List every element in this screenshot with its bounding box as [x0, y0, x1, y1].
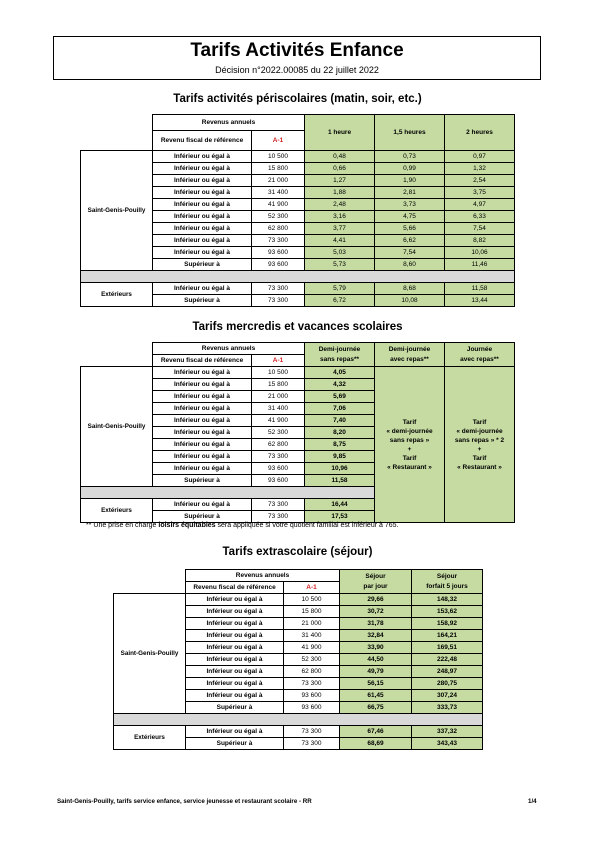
- price-cell: 10,96: [305, 463, 375, 475]
- price-cell: 16,44: [305, 499, 375, 511]
- table-row: [114, 714, 483, 726]
- saint-genis-label: Saint-Genis-Pouilly: [81, 367, 153, 487]
- revenus-annuels-header: Revenus annuels: [153, 115, 305, 131]
- income-label: Inférieur ou égal à: [153, 223, 252, 235]
- income-amount: 93 600: [252, 463, 305, 475]
- price-cell: 10,08: [375, 295, 445, 307]
- year-header: A-1: [252, 355, 305, 367]
- price-cell: 337,32: [412, 726, 483, 738]
- price-cell: 11,58: [305, 475, 375, 487]
- income-label: Inférieur ou égal à: [153, 415, 252, 427]
- mercredi-body: [81, 343, 515, 523]
- income-amount: 21 000: [252, 175, 305, 187]
- income-amount: 62 800: [252, 223, 305, 235]
- price-cell: 6,33: [445, 211, 515, 223]
- income-amount: 41 900: [252, 199, 305, 211]
- price-cell: 307,24: [412, 690, 483, 702]
- income-amount: 93 600: [284, 702, 340, 714]
- duration-header: 1,5 heures: [375, 115, 445, 151]
- price-cell: 1,32: [445, 163, 515, 175]
- price-cell: 7,40: [305, 415, 375, 427]
- income-label: Inférieur ou égal à: [153, 211, 252, 223]
- price-cell: 8,75: [305, 439, 375, 451]
- price-cell: 3,16: [305, 211, 375, 223]
- exterieurs-label: Extérieurs: [81, 499, 153, 523]
- income-label: Inférieur ou égal à: [186, 618, 284, 630]
- price-cell: 11,58: [445, 283, 515, 295]
- revenus-annuels-header: Revenus annuels: [153, 343, 305, 355]
- income-label: Inférieur ou égal à: [153, 367, 252, 379]
- income-amount: 52 300: [252, 211, 305, 223]
- income-label: Inférieur ou égal à: [186, 726, 284, 738]
- price-cell: 2,54: [445, 175, 515, 187]
- income-label: Inférieur ou égal à: [186, 690, 284, 702]
- income-amount: 73 300: [252, 499, 305, 511]
- income-label: Inférieur ou égal à: [153, 439, 252, 451]
- price-cell: 164,21: [412, 630, 483, 642]
- price-cell: 4,32: [305, 379, 375, 391]
- revenu-fiscal-header: Revenu fiscal de référence: [153, 131, 252, 151]
- income-label: Inférieur ou égal à: [153, 499, 252, 511]
- price-cell: 3,75: [445, 187, 515, 199]
- journee-avec-repas-formula: Tarif « demi-journée sans repas » * 2 + Tarif « Restaurant »: [445, 367, 515, 523]
- demi-journee-sans-repas-header: Demi-journée sans repas**: [305, 343, 375, 367]
- price-cell: 1,27: [305, 175, 375, 187]
- separator-row: [81, 271, 515, 283]
- year-header: A-1: [284, 582, 340, 594]
- income-amount: 73 300: [252, 511, 305, 523]
- income-label: Inférieur ou égal à: [186, 606, 284, 618]
- income-amount: 10 500: [284, 594, 340, 606]
- revenu-fiscal-header: Revenu fiscal de référence: [186, 582, 284, 594]
- table-row: [114, 726, 483, 738]
- revenus-annuels-header: Revenus annuels: [186, 570, 340, 582]
- note-text: ** Une prise en charge: [86, 522, 159, 529]
- journee-avec-repas-header: Journée avec repas**: [445, 343, 515, 367]
- income-label: Supérieur à: [153, 511, 252, 523]
- saint-genis-label: Saint-Genis-Pouilly: [81, 151, 153, 271]
- price-cell: 17,53: [305, 511, 375, 523]
- price-cell: 0,99: [375, 163, 445, 175]
- price-cell: 280,75: [412, 678, 483, 690]
- price-cell: 8,68: [375, 283, 445, 295]
- income-amount: 73 300: [284, 678, 340, 690]
- price-cell: 68,69: [340, 738, 412, 750]
- price-cell: 5,03: [305, 247, 375, 259]
- price-cell: 4,05: [305, 367, 375, 379]
- table-row: [81, 367, 515, 379]
- price-cell: 8,60: [375, 259, 445, 271]
- price-cell: 2,48: [305, 199, 375, 211]
- page-title: Tarifs Activités Enfance: [190, 40, 404, 61]
- income-amount: 31 400: [252, 187, 305, 199]
- price-cell: 9,85: [305, 451, 375, 463]
- price-cell: 4,75: [375, 211, 445, 223]
- price-cell: 158,92: [412, 618, 483, 630]
- income-label: Inférieur ou égal à: [153, 175, 252, 187]
- income-amount: 73 300: [252, 283, 305, 295]
- income-amount: 62 800: [284, 666, 340, 678]
- price-cell: 66,75: [340, 702, 412, 714]
- price-cell: 0,48: [305, 151, 375, 163]
- income-amount: 21 000: [252, 391, 305, 403]
- sejour-forfait-header: Séjour forfait 5 jours: [412, 570, 483, 594]
- table-row: [81, 271, 515, 283]
- income-label: Inférieur ou égal à: [153, 163, 252, 175]
- price-cell: 29,66: [340, 594, 412, 606]
- exterieurs-label: Extérieurs: [114, 726, 186, 750]
- mercredi-table: [80, 342, 515, 523]
- demi-journee-avec-repas-header: Demi-journée avec repas**: [375, 343, 445, 367]
- income-label: Inférieur ou égal à: [153, 151, 252, 163]
- price-cell: 4,41: [305, 235, 375, 247]
- price-cell: 153,62: [412, 606, 483, 618]
- price-cell: 0,97: [445, 151, 515, 163]
- price-cell: 5,69: [305, 391, 375, 403]
- extrascolaire-table: [113, 569, 483, 750]
- table-row: [81, 283, 515, 295]
- price-cell: 343,43: [412, 738, 483, 750]
- table-row: [81, 115, 515, 131]
- price-cell: 56,15: [340, 678, 412, 690]
- income-label: Inférieur ou égal à: [153, 199, 252, 211]
- mercredi-title: Tarifs mercredis et vacances scolaires: [192, 321, 403, 333]
- income-label: Inférieur ou égal à: [153, 391, 252, 403]
- income-label: Supérieur à: [153, 259, 252, 271]
- income-label: Inférieur ou égal à: [153, 451, 252, 463]
- price-cell: 30,72: [340, 606, 412, 618]
- income-label: Inférieur ou égal à: [186, 654, 284, 666]
- income-amount: 52 300: [284, 654, 340, 666]
- page-number: 1/4: [528, 798, 537, 805]
- income-amount: 31 400: [252, 403, 305, 415]
- income-amount: 31 400: [284, 630, 340, 642]
- footer-text: Saint-Genis-Pouilly, tarifs service enfance, service jeunesse et restaurant scolaire - RR: [57, 798, 312, 805]
- price-cell: 6,62: [375, 235, 445, 247]
- separator-row: [81, 487, 375, 499]
- income-label: Inférieur ou égal à: [153, 235, 252, 247]
- price-cell: 1,90: [375, 175, 445, 187]
- table-row: [114, 594, 483, 606]
- price-cell: 2,81: [375, 187, 445, 199]
- price-cell: 8,20: [305, 427, 375, 439]
- income-amount: 15 800: [252, 163, 305, 175]
- table-cell: [114, 582, 186, 594]
- income-amount: 15 800: [252, 379, 305, 391]
- periscolaire-title: Tarifs activités périscolaires (matin, soir, etc.): [173, 93, 422, 105]
- price-cell: 3,73: [375, 199, 445, 211]
- price-cell: 148,32: [412, 594, 483, 606]
- income-amount: 41 900: [284, 642, 340, 654]
- note-bold: loisirs équitables: [158, 522, 216, 529]
- income-label: Inférieur ou égal à: [153, 283, 252, 295]
- income-label: Inférieur ou égal à: [186, 630, 284, 642]
- price-cell: 5,66: [375, 223, 445, 235]
- price-cell: 3,77: [305, 223, 375, 235]
- duration-header: 1 heure: [305, 115, 375, 151]
- price-cell: 0,73: [375, 151, 445, 163]
- year-header: A-1: [252, 131, 305, 151]
- income-label: Supérieur à: [186, 738, 284, 750]
- separator-row: [114, 714, 483, 726]
- price-cell: 67,46: [340, 726, 412, 738]
- income-amount: 10 500: [252, 151, 305, 163]
- income-amount: 93 600: [252, 247, 305, 259]
- price-cell: 13,44: [445, 295, 515, 307]
- periscolaire-table: [80, 114, 515, 307]
- income-label: Inférieur ou égal à: [186, 666, 284, 678]
- saint-genis-label: Saint-Genis-Pouilly: [114, 594, 186, 714]
- income-amount: 52 300: [252, 427, 305, 439]
- revenu-fiscal-header: Revenu fiscal de référence: [153, 355, 252, 367]
- income-amount: 73 300: [284, 738, 340, 750]
- income-label: Inférieur ou égal à: [153, 463, 252, 475]
- income-label: Supérieur à: [153, 295, 252, 307]
- price-cell: 7,54: [375, 247, 445, 259]
- price-cell: 31,78: [340, 618, 412, 630]
- income-label: Inférieur ou égal à: [153, 403, 252, 415]
- price-cell: 11,46: [445, 259, 515, 271]
- table-cell: [81, 131, 153, 151]
- income-amount: 10 500: [252, 367, 305, 379]
- exterieurs-label: Extérieurs: [81, 283, 153, 307]
- income-label: Inférieur ou égal à: [153, 187, 252, 199]
- price-cell: 4,97: [445, 199, 515, 211]
- price-cell: 44,50: [340, 654, 412, 666]
- price-cell: 222,48: [412, 654, 483, 666]
- income-amount: 73 300: [284, 726, 340, 738]
- price-cell: 7,06: [305, 403, 375, 415]
- price-cell: 1,88: [305, 187, 375, 199]
- price-cell: 248,97: [412, 666, 483, 678]
- income-amount: 73 300: [252, 235, 305, 247]
- price-cell: 8,82: [445, 235, 515, 247]
- price-cell: 61,45: [340, 690, 412, 702]
- table-row: [81, 151, 515, 163]
- price-cell: 33,90: [340, 642, 412, 654]
- note-text-end: sera appliquée si votre quotient familial est inférieur à 765.: [215, 522, 399, 529]
- income-label: Supérieur à: [186, 702, 284, 714]
- income-amount: 21 000: [284, 618, 340, 630]
- price-cell: 32,84: [340, 630, 412, 642]
- table-cell: [81, 115, 153, 131]
- income-amount: 93 600: [284, 690, 340, 702]
- price-cell: 6,72: [305, 295, 375, 307]
- sejour-par-jour-header: Séjour par jour: [340, 570, 412, 594]
- income-amount: 93 600: [252, 259, 305, 271]
- income-label: Inférieur ou égal à: [153, 427, 252, 439]
- demi-journee-avec-repas-formula: Tarif « demi-journée sans repas » + Tarif « Restaurant »: [375, 367, 445, 523]
- income-amount: 15 800: [284, 606, 340, 618]
- income-label: Inférieur ou égal à: [186, 642, 284, 654]
- extrascolaire-title: Tarifs extrascolaire (séjour): [222, 546, 373, 558]
- income-amount: 73 300: [252, 295, 305, 307]
- extrascolaire-body: [114, 570, 483, 750]
- price-cell: 169,51: [412, 642, 483, 654]
- price-cell: 7,54: [445, 223, 515, 235]
- income-label: Inférieur ou égal à: [186, 594, 284, 606]
- price-cell: 0,66: [305, 163, 375, 175]
- periscolaire-body: [81, 115, 515, 307]
- table-row: [114, 570, 483, 582]
- table-cell: [114, 570, 186, 582]
- income-label: Inférieur ou égal à: [153, 247, 252, 259]
- title-box: [53, 36, 541, 80]
- price-cell: 333,73: [412, 702, 483, 714]
- loisirs-note: [86, 522, 398, 529]
- table-row: [81, 343, 515, 355]
- duration-header: 2 heures: [445, 115, 515, 151]
- income-label: Inférieur ou égal à: [153, 379, 252, 391]
- income-amount: 93 600: [252, 475, 305, 487]
- table-cell: [81, 355, 153, 367]
- price-cell: 49,79: [340, 666, 412, 678]
- table-cell: [81, 343, 153, 355]
- price-cell: 10,06: [445, 247, 515, 259]
- income-label: Inférieur ou égal à: [186, 678, 284, 690]
- decision-subtitle: Décision n°2022.00085 du 22 juillet 2022: [215, 65, 379, 75]
- price-cell: 5,73: [305, 259, 375, 271]
- income-label: Supérieur à: [153, 475, 252, 487]
- income-amount: 73 300: [252, 451, 305, 463]
- income-amount: 62 800: [252, 439, 305, 451]
- income-amount: 41 900: [252, 415, 305, 427]
- price-cell: 5,79: [305, 283, 375, 295]
